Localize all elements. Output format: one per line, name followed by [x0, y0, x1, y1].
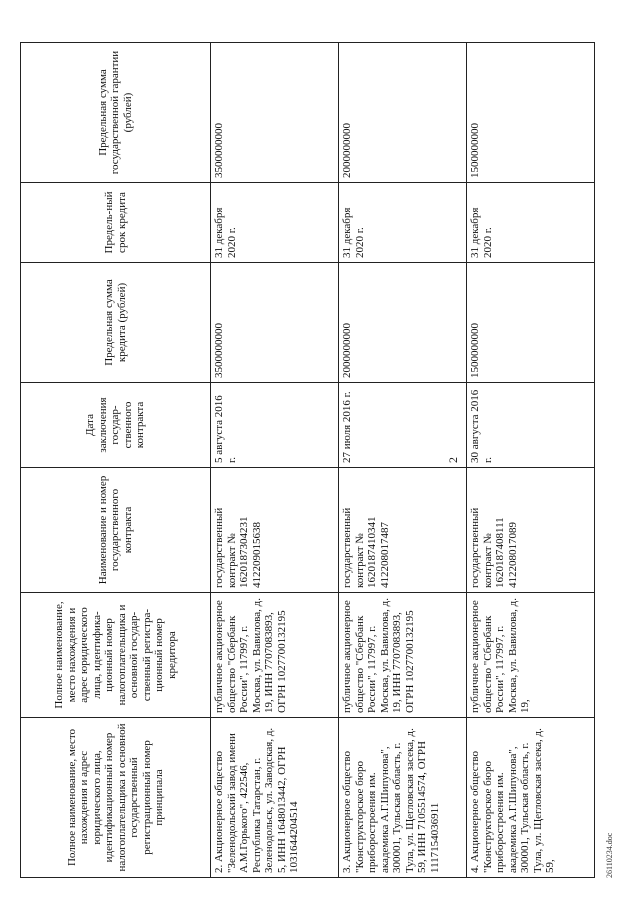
term-cell: 31 декабря 2020 г. [339, 183, 467, 263]
creditor-cell: публичное акционерное общество "Сбербанк России", 117997, г. Москва, ул. Вавилова, д. 19, ИНН 7707083893, ОГРН 1027700132195 [339, 593, 467, 718]
table-row [339, 43, 467, 878]
header-row [21, 43, 211, 878]
date-cell: 30 августа 2016 г. [467, 383, 595, 468]
principal-cell: 3. Акционерное общество "Конструкторское бюро приборостроения им. академика А.Г.Шипунова", 300001, Тульская область, г. Тула, ул. Щегловская засека, д. 59, ИНН 7105514574, ОГРН 1117154036911 [339, 718, 467, 878]
contract-cell: государственный контракт № 1620187304231 412209015638 [211, 468, 339, 593]
header-date: Дата заключения государ-ственного контракта [21, 383, 211, 468]
guarantee-sum-cell: 2000000000 [339, 43, 467, 183]
contract-cell: государственный контракт № 1620187410341 412208017487 [339, 468, 467, 593]
header-credit-sum: Предельная сумма кредита (рублей) [21, 263, 211, 383]
term-cell: 31 декабря 2020 г. [467, 183, 595, 263]
header-contract: Наименование и номер государственного контракта [21, 468, 211, 593]
date-cell: 5 августа 2016 г. [211, 383, 339, 468]
page-number: 2 [446, 457, 460, 463]
guarantee-table [20, 42, 595, 878]
footer-code: 26110234.doc [605, 832, 614, 878]
header-principal: Полное наименование, место нахождения и адрес юридического лица, идентификационный номер налогоплательщика и основной государственный регистрационный номер принципала [21, 718, 211, 878]
credit-sum-cell: 2000000000 [339, 263, 467, 383]
table-row [211, 43, 339, 878]
credit-sum-cell: 3500000000 [211, 263, 339, 383]
guarantee-sum-cell: 3500000000 [211, 43, 339, 183]
principal-cell: 2. Акционерное общество "Зеленодольский завод имени А.М.Горького", 422546, Республика Татарстан, г. Зеленодольск, ул. Заводская, д. 5, ИНН 1648013442, ОГРН 1031644204514 [211, 718, 339, 878]
credit-sum-cell: 1500000000 [467, 263, 595, 383]
table-row [467, 43, 595, 878]
creditor-cell: публичное акционерное общество "Сбербанк России", 117997, г. Москва, ул. Вавилова, д. 19, [467, 593, 595, 718]
header-creditor: Полное наименование, место нахождения и адрес юридического лица, идентифика-ционный номер налогоплательщика и основной государ-ственный регистра-ционный номер кредитора [21, 593, 211, 718]
guarantee-sum-cell: 1500000000 [467, 43, 595, 183]
contract-cell: государственный контракт № 1620187408111 412208017089 [467, 468, 595, 593]
header-guarantee-sum: Предельная сумма государственной гарантии (рублей) [21, 43, 211, 183]
rotated-page [20, 18, 620, 888]
creditor-cell: публичное акционерное общество "Сбербанк России", 117997, г. Москва, ул. Вавилова, д. 19, ИНН 7707083893, ОГРН 1027700132195 [211, 593, 339, 718]
principal-cell: 4. Акционерное общество "Конструкторское бюро приборостроения им. академика А.Г.Шипунова", 300001, Тульская область, г. Тула, ул. Щегловская засека, д. 59, [467, 718, 595, 878]
term-cell: 31 декабря 2020 г. [211, 183, 339, 263]
header-term: Предель-ный срок кредита [21, 183, 211, 263]
date-cell: 27 июля 2016 г. [339, 383, 467, 468]
